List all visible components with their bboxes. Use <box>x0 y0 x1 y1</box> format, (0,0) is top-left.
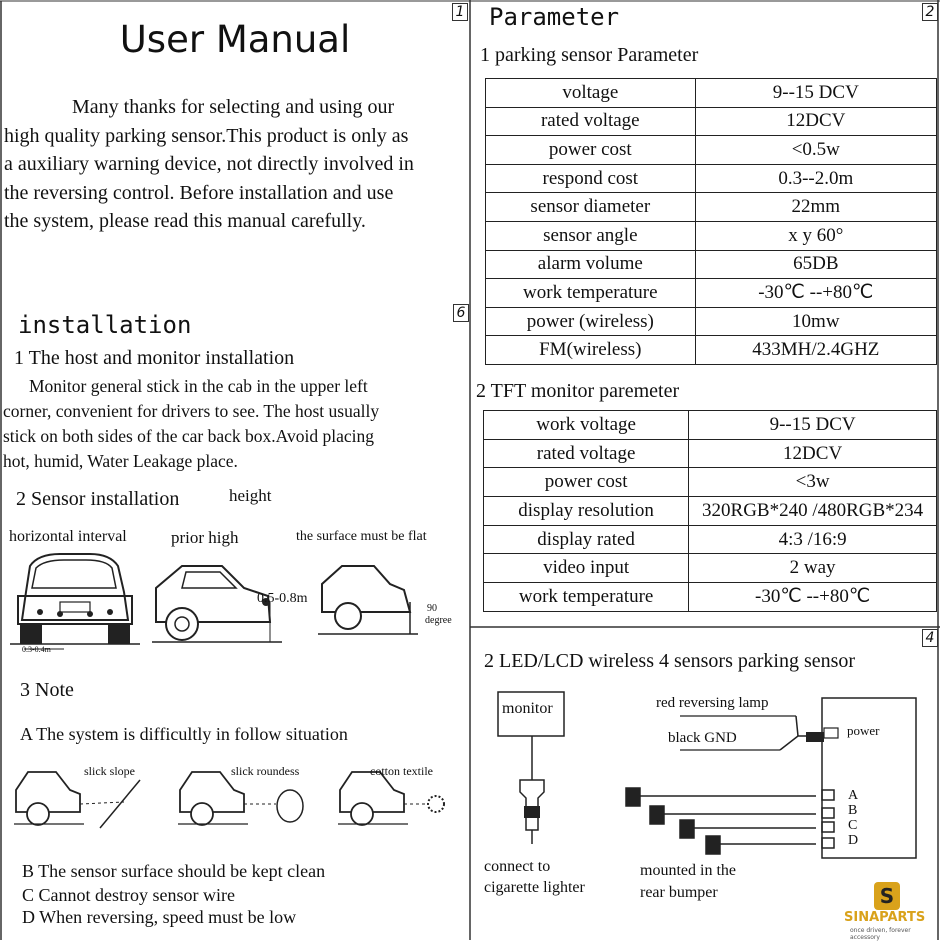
param-value: 12DCV <box>695 107 936 136</box>
note-c: C Cannot destroy sensor wire <box>22 885 235 905</box>
table-row <box>484 468 937 497</box>
manual-intro <box>4 93 466 236</box>
note-d: D When reversing, speed must be low <box>22 907 297 927</box>
param-label: video input <box>484 554 689 583</box>
param-value: 320RGB*240 /480RGB*234 <box>689 497 937 526</box>
height-range-label: 0.5-0.8m <box>257 591 308 606</box>
s2-title: 2 Sensor installation <box>16 488 180 510</box>
horizontal-interval-label: horizontal interval <box>9 528 127 545</box>
s3-title: 3 Note <box>20 679 74 701</box>
note-b: B The sensor surface should be kept clean <box>22 861 326 881</box>
intro-line: high quality parking sensor.This product is only as <box>4 124 409 147</box>
param-value: 4:3 /16:9 <box>689 525 937 554</box>
intro-line: the reversing control. Before installation and use <box>4 181 394 204</box>
cotton-textile-label: cotton textile <box>370 764 433 778</box>
param-value: x y 60° <box>695 221 936 250</box>
table-row <box>484 497 937 526</box>
installation-heading: installation <box>18 311 192 339</box>
prior-high-label: prior high <box>171 528 239 547</box>
table-row <box>484 554 937 583</box>
table-row <box>486 107 937 136</box>
t2-title: 2 TFT monitor paremeter <box>476 380 680 402</box>
table-row <box>484 525 937 554</box>
param-value: 9--15 DCV <box>695 79 936 108</box>
param-value: 433MH/2.4GHZ <box>695 336 936 365</box>
s1-line: stick on both sides of the car back box.Avoid placing <box>3 426 374 446</box>
car-side-diagram <box>152 562 282 652</box>
port-labels <box>848 788 858 848</box>
param-label: rated voltage <box>486 107 696 136</box>
slick-slope-label: slick slope <box>84 764 135 778</box>
param-label: work temperature <box>486 279 696 308</box>
slick-roundess-label: slick roundess <box>231 764 300 778</box>
s1-line: Monitor general stick in the cab in the upper left <box>29 376 368 396</box>
param-value: <0.5w <box>695 136 936 165</box>
table-row <box>484 411 937 440</box>
brand-name: SINAPARTS <box>844 910 926 925</box>
param-label: rated voltage <box>484 439 689 468</box>
intro-line: the system, please read this manual carefully. <box>4 210 366 232</box>
s1-line: hot, humid, Water Leakage place. <box>3 451 238 471</box>
param-label: respond cost <box>486 164 696 193</box>
cigarette-label-1: connect to <box>484 858 551 875</box>
param-value: 9--15 DCV <box>689 411 937 440</box>
param-value: <3w <box>689 468 937 497</box>
cigarette-label-2: cigarette lighter <box>484 879 585 896</box>
param-value: 12DCV <box>689 439 937 468</box>
s1-line: corner, convenient for drivers to see. The host usually <box>3 401 380 421</box>
param-value: 22mm <box>695 193 936 222</box>
red-lamp-label: red reversing lamp <box>656 695 769 711</box>
param-value: 10mw <box>695 307 936 336</box>
small-range-label: 0.3-0.4m <box>22 645 51 654</box>
degree-label: degree <box>425 615 452 626</box>
param-label: power cost <box>486 136 696 165</box>
page-number-6: 6 <box>453 304 469 322</box>
param-label: alarm volume <box>486 250 696 279</box>
car-rear-diagram <box>10 552 140 656</box>
car-flat-diagram <box>318 562 418 644</box>
port-b-label: B <box>848 803 858 818</box>
page-number-4: 4 <box>922 629 938 647</box>
port-d-label: D <box>848 833 859 848</box>
black-gnd-label: black GND <box>668 730 737 746</box>
table-row <box>486 221 937 250</box>
table-row <box>484 439 937 468</box>
power-label: power <box>847 723 880 738</box>
param-value: 2 way <box>689 554 937 583</box>
parking-sensor-table <box>485 78 937 365</box>
port-c-label: C <box>848 818 858 833</box>
table-row <box>486 164 937 193</box>
param-label: power (wireless) <box>486 307 696 336</box>
param-value: 0.3--2.0m <box>695 164 936 193</box>
intro-line: a auxiliary warning device, not directly involved in <box>4 153 414 175</box>
param-label: sensor diameter <box>486 193 696 222</box>
intro-line: Many thanks for selecting and using our <box>72 96 395 118</box>
param-label: voltage <box>486 79 696 108</box>
table-row <box>486 79 937 108</box>
param-label: sensor angle <box>486 221 696 250</box>
manual-title: User Manual <box>119 18 351 61</box>
bumper-label-2: rear bumper <box>640 884 718 901</box>
parameter-heading: Parameter <box>489 3 620 31</box>
table-row <box>486 336 937 365</box>
wiring-title: 2 LED/LCD wireless 4 sensors parking sensor <box>484 650 856 672</box>
monitor-label: monitor <box>502 700 553 717</box>
s1-title: 1 The host and monitor installation <box>14 347 295 369</box>
height-label: height <box>229 486 272 505</box>
page-number-1: 1 <box>452 3 468 21</box>
surface-flat-label: the surface must be flat <box>296 529 427 544</box>
param-label: display rated <box>484 525 689 554</box>
bumper-label-1: mounted in the <box>640 862 736 879</box>
param-label: work voltage <box>484 411 689 440</box>
table-row <box>486 250 937 279</box>
param-label: work temperature <box>484 583 689 612</box>
param-value: -30℃ --+80℃ <box>689 583 937 612</box>
table-row <box>486 307 937 336</box>
page-number-2: 2 <box>922 3 938 21</box>
param-value: 65DB <box>695 250 936 279</box>
sinaparts-logo-icon: S <box>874 882 900 910</box>
table-row <box>484 583 937 612</box>
table-row <box>486 193 937 222</box>
param-label: FM(wireless) <box>486 336 696 365</box>
table-row <box>486 136 937 165</box>
table-row <box>486 279 937 308</box>
tft-monitor-table <box>483 410 937 612</box>
t1-title: 1 parking sensor Parameter <box>480 44 699 66</box>
angle-label: 90 <box>427 603 437 614</box>
brand-tagline: once driven, forever accessory <box>850 927 911 941</box>
param-label: display resolution <box>484 497 689 526</box>
port-a-label: A <box>848 788 859 803</box>
param-value: -30℃ --+80℃ <box>695 279 936 308</box>
note-a: A The system is difficultly in follow situation <box>20 724 348 744</box>
s1-text <box>3 374 465 474</box>
param-label: power cost <box>484 468 689 497</box>
